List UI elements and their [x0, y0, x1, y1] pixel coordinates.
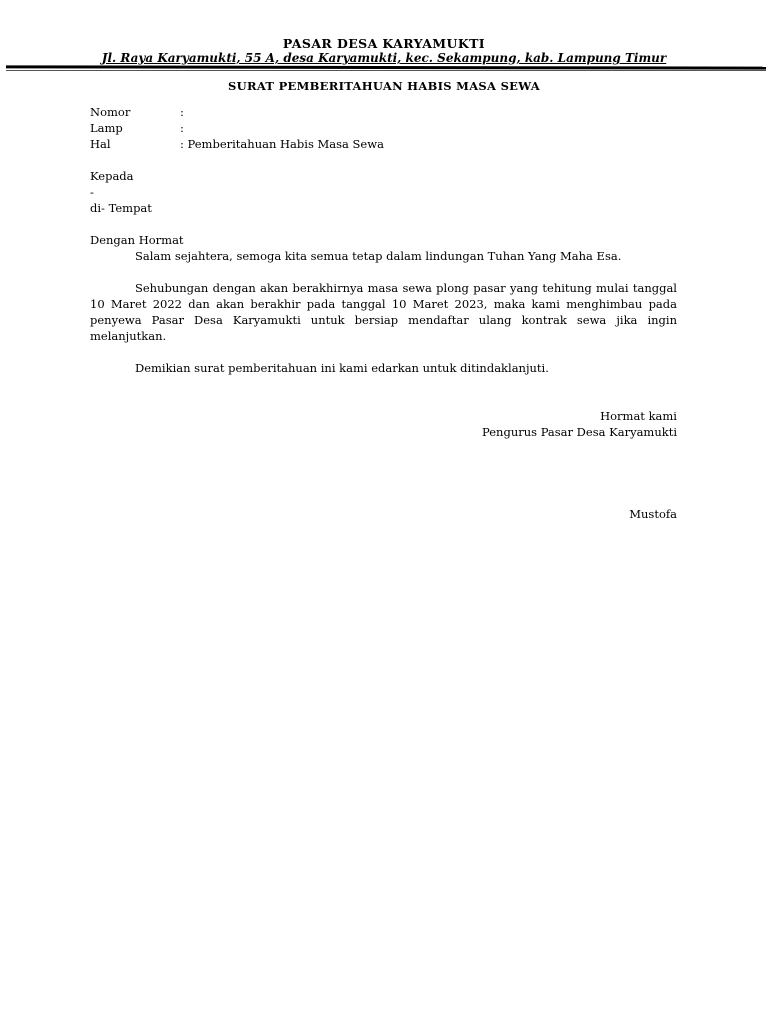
meta-row-lamp: [90, 120, 384, 136]
greeting: Dengan Hormat: [90, 233, 184, 247]
letterhead-divider: [6, 65, 766, 69]
recipient-place: di- Tempat: [90, 201, 152, 215]
hal-value: : Pemberitahuan Habis Masa Sewa: [180, 137, 384, 151]
body-paragraph-2: Demikian surat pemberitahuan ini kami edarkan untuk ditindaklanjuti.: [135, 361, 549, 375]
closing-org: Pengurus Pasar Desa Karyamukti: [482, 425, 677, 439]
recipient-name: -: [90, 185, 94, 199]
org-name: PASAR DESA KARYAMUKTI: [282, 36, 486, 51]
body-paragraph-1: Sehubungan dengan akan berakhirnya masa sewa plong pasar yang tehitung mulai tanggal 10 Maret 2022 dan akan berakhir pada tanggal 10 Maret 2023, maka kami menghimbau pada penyewa Pasar Desa Karyamukti untuk bersiap mendaftar ulang kontrak sewa jika ingin melanjutkan.: [90, 281, 677, 343]
lamp-value: :: [180, 121, 184, 135]
subject-title: SURAT PEMBERITAHUAN HABIS MASA SEWA: [228, 79, 540, 93]
org-address: Jl. Raya Karyamukti, 55 A, desa Karyamukti, kec. Sekampung, kab. Lampung Timur: [101, 51, 667, 65]
closing-regards: Hormat kami: [600, 409, 677, 423]
letterhead-divider-thin: [6, 70, 766, 71]
signer-name: Mustofa: [629, 507, 677, 521]
salam-paragraph: Salam sejahtera, semoga kita semua tetap dalam lindungan Tuhan Yang Maha Esa.: [135, 249, 622, 263]
letter-body: [90, 232, 677, 376]
lamp-label: Lamp: [90, 121, 123, 135]
letter-meta: [90, 104, 384, 152]
hal-label: Hal: [90, 137, 111, 151]
recipient-kepada: Kepada: [90, 169, 134, 183]
recipient-block: [90, 168, 152, 216]
nomor-label: Nomor: [90, 105, 131, 119]
nomor-value: :: [180, 105, 184, 119]
letterhead: [0, 36, 768, 66]
meta-row-hal: [90, 136, 384, 152]
closing-block: [482, 408, 677, 440]
meta-row-nomor: [90, 104, 384, 120]
